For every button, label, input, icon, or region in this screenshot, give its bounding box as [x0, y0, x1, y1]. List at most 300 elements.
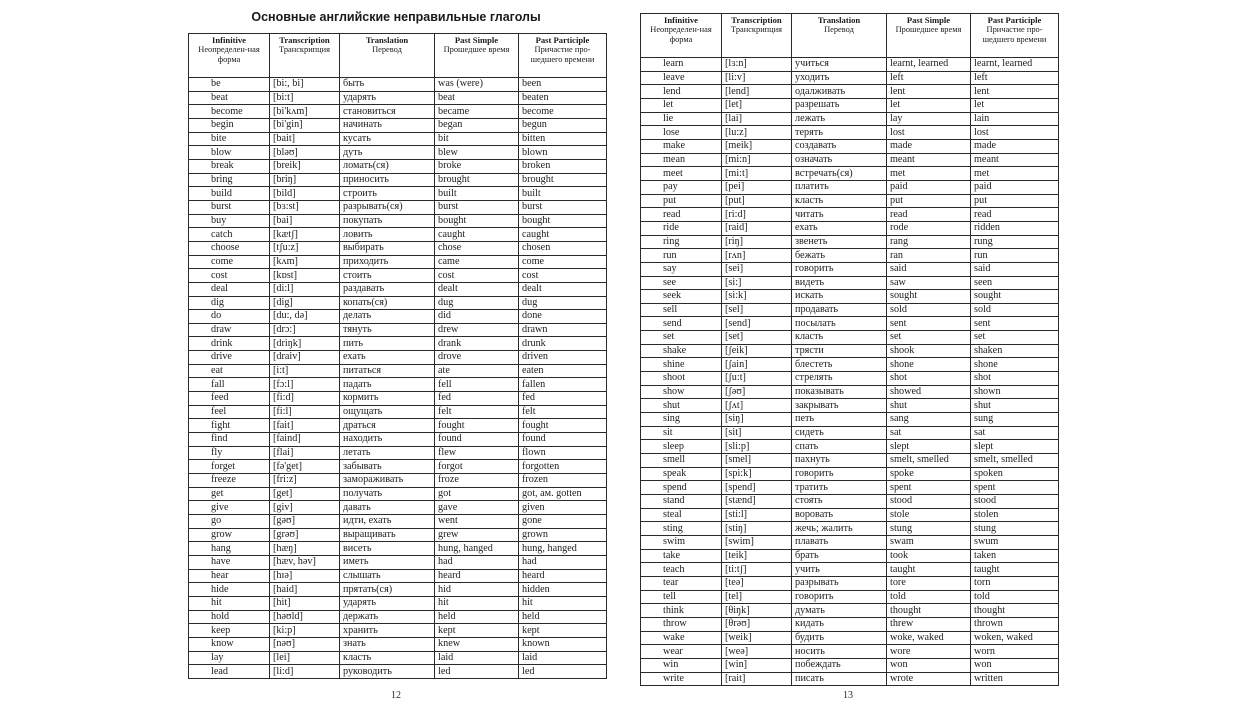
- table-row: [189, 296, 607, 310]
- cell-past-participle: lent: [971, 85, 1059, 99]
- table-header-row: [189, 34, 607, 78]
- column-header-english: Past Simple: [454, 35, 499, 45]
- table-row: [189, 405, 607, 419]
- cell-transcription: [tʃu:z]: [270, 241, 340, 255]
- column-header-transcription: [722, 14, 792, 58]
- cell-past-participle: done: [519, 310, 607, 324]
- cell-past-simple: meant: [887, 153, 971, 167]
- cell-past-participle: meant: [971, 153, 1059, 167]
- cell-past-simple: threw: [887, 617, 971, 631]
- cell-past-participle: flown: [519, 446, 607, 460]
- table-row: [189, 118, 607, 132]
- cell-past-participle: won: [971, 658, 1059, 672]
- cell-translation: кусать: [340, 132, 435, 146]
- cell-past-simple: began: [435, 118, 519, 132]
- cell-past-simple: knew: [435, 637, 519, 651]
- cell-infinitive: lead: [189, 665, 270, 679]
- cell-past-simple: went: [435, 515, 519, 529]
- table-row: [641, 235, 1059, 249]
- cell-past-participle: spent: [971, 481, 1059, 495]
- cell-past-participle: drawn: [519, 323, 607, 337]
- cell-infinitive: fall: [189, 378, 270, 392]
- cell-transcription: [gəʊ]: [270, 515, 340, 529]
- cell-translation: ломать(ся): [340, 159, 435, 173]
- table-row: [641, 372, 1059, 386]
- column-header-english: Translation: [365, 35, 409, 45]
- cell-translation: тратить: [792, 481, 887, 495]
- page-title: Основные английские неправильные глаголы: [251, 10, 541, 24]
- cell-infinitive: lie: [641, 112, 722, 126]
- cell-translation: стоять: [792, 495, 887, 509]
- cell-past-participle: sought: [971, 290, 1059, 304]
- cell-translation: быть: [340, 78, 435, 92]
- cell-past-simple: kept: [435, 624, 519, 638]
- cell-infinitive: mean: [641, 153, 722, 167]
- column-header-english: Infinitive: [212, 35, 246, 45]
- cell-transcription: [giv]: [270, 501, 340, 515]
- cell-transcription: [sel]: [722, 303, 792, 317]
- column-header-infinitive: [189, 34, 270, 78]
- table-row: [641, 399, 1059, 413]
- cell-past-participle: shut: [971, 399, 1059, 413]
- cell-past-participle: given: [519, 501, 607, 515]
- cell-past-simple: dug: [435, 296, 519, 310]
- cell-past-participle: stolen: [971, 508, 1059, 522]
- irregular-verbs-table: [640, 13, 1059, 686]
- cell-infinitive: seek: [641, 290, 722, 304]
- cell-past-participle: fed: [519, 392, 607, 406]
- table-row: [189, 241, 607, 255]
- page-right: [636, 0, 1060, 708]
- table-row: [641, 617, 1059, 631]
- cell-past-simple: was (were): [435, 78, 519, 92]
- cell-infinitive: give: [189, 501, 270, 515]
- table-row: [189, 515, 607, 529]
- cell-past-simple: drank: [435, 337, 519, 351]
- cell-transcription: [bi'gin]: [270, 118, 340, 132]
- cell-transcription: [lei]: [270, 651, 340, 665]
- cell-infinitive: forget: [189, 460, 270, 474]
- cell-translation: идти, ехать: [340, 515, 435, 529]
- cell-transcription: [pei]: [722, 180, 792, 194]
- cell-infinitive: win: [641, 658, 722, 672]
- cell-past-participle: caught: [519, 228, 607, 242]
- cell-translation: ехать: [792, 221, 887, 235]
- cell-infinitive: fly: [189, 446, 270, 460]
- table-row: [641, 604, 1059, 618]
- cell-past-simple: wore: [887, 645, 971, 659]
- cell-transcription: [fə'get]: [270, 460, 340, 474]
- cell-transcription: [di:l]: [270, 282, 340, 296]
- table-row: [189, 105, 607, 119]
- cell-transcription: [θiŋk]: [722, 604, 792, 618]
- table-row: [641, 221, 1059, 235]
- cell-past-simple: hung, hanged: [435, 542, 519, 556]
- cell-transcription: [sli:p]: [722, 440, 792, 454]
- column-header-russian: Причастие про-шедшего времени: [982, 25, 1047, 44]
- cell-past-participle: read: [971, 208, 1059, 222]
- cell-translation: жечь; жалить: [792, 522, 887, 536]
- cell-translation: думать: [792, 604, 887, 618]
- cell-infinitive: make: [641, 139, 722, 153]
- cell-past-participle: beaten: [519, 91, 607, 105]
- cell-past-simple: saw: [887, 276, 971, 290]
- cell-translation: строить: [340, 187, 435, 201]
- cell-infinitive: put: [641, 194, 722, 208]
- cell-translation: сидеть: [792, 426, 887, 440]
- cell-past-simple: gave: [435, 501, 519, 515]
- cell-infinitive: teach: [641, 563, 722, 577]
- cell-past-participle: brought: [519, 173, 607, 187]
- cell-past-simple: did: [435, 310, 519, 324]
- cell-past-simple: showed: [887, 385, 971, 399]
- cell-past-simple: chose: [435, 241, 519, 255]
- cell-transcription: [spend]: [722, 481, 792, 495]
- cell-translation: копать(ся): [340, 296, 435, 310]
- cell-transcription: [ʃain]: [722, 358, 792, 372]
- cell-past-participle: drunk: [519, 337, 607, 351]
- cell-translation: выращивать: [340, 528, 435, 542]
- table-row: [189, 419, 607, 433]
- cell-transcription: [si:k]: [722, 290, 792, 304]
- cell-past-simple: put: [887, 194, 971, 208]
- table-row: [641, 522, 1059, 536]
- cell-past-participle: thought: [971, 604, 1059, 618]
- cell-translation: разрывать: [792, 576, 887, 590]
- cell-past-simple: swam: [887, 535, 971, 549]
- cell-past-simple: bought: [435, 214, 519, 228]
- cell-transcription: [si:]: [722, 276, 792, 290]
- cell-transcription: [ʃeik]: [722, 344, 792, 358]
- cell-transcription: [set]: [722, 331, 792, 345]
- cell-past-participle: led: [519, 665, 607, 679]
- table-row: [189, 310, 607, 324]
- cell-past-simple: left: [887, 71, 971, 85]
- table-row: [189, 159, 607, 173]
- cell-past-participle: blown: [519, 146, 607, 160]
- cell-transcription: [rʌn]: [722, 249, 792, 263]
- table-row: [641, 563, 1059, 577]
- column-header-russian: Причастие про-шедшего времени: [530, 45, 595, 64]
- table-row: [189, 460, 607, 474]
- column-header-russian: Перевод: [824, 25, 854, 34]
- cell-translation: читать: [792, 208, 887, 222]
- cell-past-simple: shut: [887, 399, 971, 413]
- cell-past-simple: shook: [887, 344, 971, 358]
- cell-infinitive: fight: [189, 419, 270, 433]
- cell-translation: покупать: [340, 214, 435, 228]
- cell-past-participle: run: [971, 249, 1059, 263]
- cell-translation: висеть: [340, 542, 435, 556]
- cell-transcription: [du:, də]: [270, 310, 340, 324]
- cell-transcription: [lend]: [722, 85, 792, 99]
- cell-infinitive: pay: [641, 180, 722, 194]
- table-row: [641, 672, 1059, 686]
- cell-transcription: [ri:d]: [722, 208, 792, 222]
- cell-infinitive: ride: [641, 221, 722, 235]
- cell-past-participle: forgotten: [519, 460, 607, 474]
- cell-infinitive: eat: [189, 364, 270, 378]
- cell-infinitive: blow: [189, 146, 270, 160]
- cell-past-simple: sought: [887, 290, 971, 304]
- cell-transcription: [bai]: [270, 214, 340, 228]
- cell-past-participle: laid: [519, 651, 607, 665]
- cell-infinitive: become: [189, 105, 270, 119]
- table-row: [189, 187, 607, 201]
- cell-past-participle: hit: [519, 596, 607, 610]
- cell-infinitive: show: [641, 385, 722, 399]
- cell-past-simple: laid: [435, 651, 519, 665]
- cell-transcription: [hɪə]: [270, 569, 340, 583]
- cell-translation: разрешать: [792, 98, 887, 112]
- column-header-english: Transcription: [279, 35, 330, 45]
- cell-translation: замораживать: [340, 474, 435, 488]
- cell-translation: стрелять: [792, 372, 887, 386]
- page-number: 13: [843, 690, 853, 701]
- cell-infinitive: sleep: [641, 440, 722, 454]
- cell-past-simple: cost: [435, 269, 519, 283]
- cell-past-simple: hit: [435, 596, 519, 610]
- cell-infinitive: find: [189, 433, 270, 447]
- column-header-russian: Транскрипция: [731, 25, 782, 34]
- cell-past-simple: set: [887, 331, 971, 345]
- cell-past-participle: frozen: [519, 474, 607, 488]
- cell-past-participle: sent: [971, 317, 1059, 331]
- cell-past-simple: said: [887, 262, 971, 276]
- cell-transcription: [ti:tʃ]: [722, 563, 792, 577]
- cell-translation: брать: [792, 549, 887, 563]
- table-row: [189, 528, 607, 542]
- cell-transcription: [lɜ:n]: [722, 58, 792, 72]
- cell-past-simple: fought: [435, 419, 519, 433]
- cell-transcription: [sei]: [722, 262, 792, 276]
- column-header-russian: Прошедшее время: [895, 25, 962, 34]
- cell-transcription: [rait]: [722, 672, 792, 686]
- cell-transcription: [haid]: [270, 583, 340, 597]
- table-row: [641, 344, 1059, 358]
- cell-translation: становиться: [340, 105, 435, 119]
- cell-infinitive: hang: [189, 542, 270, 556]
- cell-translation: носить: [792, 645, 887, 659]
- column-header-past-participle: [971, 14, 1059, 58]
- table-row: [189, 78, 607, 92]
- table-row: [641, 276, 1059, 290]
- table-row: [189, 323, 607, 337]
- cell-translation: прятать(ся): [340, 583, 435, 597]
- cell-transcription: [kʌm]: [270, 255, 340, 269]
- table-row: [641, 180, 1059, 194]
- cell-translation: ехать: [340, 351, 435, 365]
- cell-past-simple: brought: [435, 173, 519, 187]
- cell-infinitive: do: [189, 310, 270, 324]
- cell-past-participle: cost: [519, 269, 607, 283]
- cell-infinitive: send: [641, 317, 722, 331]
- table-row: [189, 446, 607, 460]
- table-row: [189, 255, 607, 269]
- cell-past-simple: lent: [887, 85, 971, 99]
- cell-past-participle: swum: [971, 535, 1059, 549]
- cell-translation: одалживать: [792, 85, 887, 99]
- table-row: [641, 58, 1059, 72]
- cell-infinitive: think: [641, 604, 722, 618]
- cell-translation: делать: [340, 310, 435, 324]
- cell-past-simple: came: [435, 255, 519, 269]
- cell-infinitive: wear: [641, 645, 722, 659]
- cell-translation: ощущать: [340, 405, 435, 419]
- cell-past-simple: flew: [435, 446, 519, 460]
- cell-past-simple: became: [435, 105, 519, 119]
- cell-past-simple: had: [435, 555, 519, 569]
- table-row: [641, 303, 1059, 317]
- cell-infinitive: buy: [189, 214, 270, 228]
- cell-infinitive: get: [189, 487, 270, 501]
- cell-past-participle: shown: [971, 385, 1059, 399]
- cell-past-simple: lost: [887, 126, 971, 140]
- cell-infinitive: speak: [641, 467, 722, 481]
- cell-past-participle: shone: [971, 358, 1059, 372]
- cell-past-simple: caught: [435, 228, 519, 242]
- cell-past-simple: shot: [887, 372, 971, 386]
- cell-infinitive: draw: [189, 323, 270, 337]
- column-header-past-simple: [887, 14, 971, 58]
- cell-transcription: [ki:p]: [270, 624, 340, 638]
- cell-translation: лежать: [792, 112, 887, 126]
- cell-past-simple: burst: [435, 200, 519, 214]
- cell-past-participle: written: [971, 672, 1059, 686]
- cell-infinitive: shake: [641, 344, 722, 358]
- cell-past-participle: had: [519, 555, 607, 569]
- cell-infinitive: grow: [189, 528, 270, 542]
- cell-past-simple: ate: [435, 364, 519, 378]
- column-header-russian: Прошедшее время: [443, 45, 510, 54]
- cell-transcription: [raid]: [722, 221, 792, 235]
- cell-transcription: [fri:z]: [270, 474, 340, 488]
- cell-transcription: [ʃu:t]: [722, 372, 792, 386]
- table-row: [189, 378, 607, 392]
- cell-transcription: [kɒst]: [270, 269, 340, 283]
- cell-past-participle: stood: [971, 495, 1059, 509]
- column-header-translation: [340, 34, 435, 78]
- cell-infinitive: ring: [641, 235, 722, 249]
- table-row: [189, 282, 607, 296]
- cell-translation: класть: [340, 651, 435, 665]
- cell-infinitive: lose: [641, 126, 722, 140]
- cell-infinitive: tear: [641, 576, 722, 590]
- table-row: [189, 487, 607, 501]
- column-header-english: Past Participle: [535, 35, 590, 45]
- table-row: [189, 269, 607, 283]
- table-row: [641, 495, 1059, 509]
- cell-past-simple: broke: [435, 159, 519, 173]
- table-row: [189, 501, 607, 515]
- cell-transcription: [bləʊ]: [270, 146, 340, 160]
- cell-past-simple: fed: [435, 392, 519, 406]
- cell-transcription: [hit]: [270, 596, 340, 610]
- table-row: [641, 426, 1059, 440]
- cell-past-participle: torn: [971, 576, 1059, 590]
- cell-transcription: [fi:l]: [270, 405, 340, 419]
- cell-past-participle: met: [971, 167, 1059, 181]
- cell-past-participle: bitten: [519, 132, 607, 146]
- cell-translation: искать: [792, 290, 887, 304]
- cell-infinitive: set: [641, 331, 722, 345]
- cell-past-simple: grew: [435, 528, 519, 542]
- cell-infinitive: sting: [641, 522, 722, 536]
- cell-translation: питаться: [340, 364, 435, 378]
- cell-transcription: [mi:t]: [722, 167, 792, 181]
- cell-past-participle: broken: [519, 159, 607, 173]
- cell-infinitive: shine: [641, 358, 722, 372]
- cell-past-simple: built: [435, 187, 519, 201]
- cell-infinitive: meet: [641, 167, 722, 181]
- cell-past-participle: shot: [971, 372, 1059, 386]
- table-row: [641, 167, 1059, 181]
- cell-translation: будить: [792, 631, 887, 645]
- cell-infinitive: beat: [189, 91, 270, 105]
- cell-past-participle: felt: [519, 405, 607, 419]
- cell-past-simple: fell: [435, 378, 519, 392]
- cell-transcription: [sit]: [722, 426, 792, 440]
- cell-past-simple: spoke: [887, 467, 971, 481]
- cell-past-simple: sent: [887, 317, 971, 331]
- cell-past-participle: ridden: [971, 221, 1059, 235]
- cell-translation: раздавать: [340, 282, 435, 296]
- cell-transcription: [briŋ]: [270, 173, 340, 187]
- cell-past-simple: rode: [887, 221, 971, 235]
- cell-infinitive: stand: [641, 495, 722, 509]
- cell-infinitive: dig: [189, 296, 270, 310]
- cell-translation: трясти: [792, 344, 887, 358]
- cell-past-simple: stood: [887, 495, 971, 509]
- cell-infinitive: hide: [189, 583, 270, 597]
- cell-transcription: [breik]: [270, 159, 340, 173]
- cell-infinitive: steal: [641, 508, 722, 522]
- cell-past-participle: put: [971, 194, 1059, 208]
- cell-past-participle: grown: [519, 528, 607, 542]
- page-left: [184, 0, 608, 708]
- cell-transcription: [driŋk]: [270, 337, 340, 351]
- cell-past-simple: stole: [887, 508, 971, 522]
- table-row: [189, 637, 607, 651]
- table-row: [641, 98, 1059, 112]
- cell-transcription: [send]: [722, 317, 792, 331]
- cell-past-participle: heard: [519, 569, 607, 583]
- table-row: [189, 214, 607, 228]
- table-row: [189, 624, 607, 638]
- cell-past-simple: smelt, smelled: [887, 454, 971, 468]
- cell-translation: создавать: [792, 139, 887, 153]
- cell-translation: летать: [340, 446, 435, 460]
- cell-past-participle: found: [519, 433, 607, 447]
- cell-past-participle: lost: [971, 126, 1059, 140]
- cell-infinitive: shoot: [641, 372, 722, 386]
- table-row: [189, 474, 607, 488]
- cell-infinitive: freeze: [189, 474, 270, 488]
- cell-transcription: [li:v]: [722, 71, 792, 85]
- cell-translation: звенеть: [792, 235, 887, 249]
- cell-infinitive: know: [189, 637, 270, 651]
- table-row: [189, 610, 607, 624]
- cell-infinitive: come: [189, 255, 270, 269]
- cell-translation: кидать: [792, 617, 887, 631]
- cell-infinitive: be: [189, 78, 270, 92]
- cell-infinitive: lay: [189, 651, 270, 665]
- cell-transcription: [i:t]: [270, 364, 340, 378]
- cell-past-participle: set: [971, 331, 1059, 345]
- cell-past-participle: sat: [971, 426, 1059, 440]
- table-row: [189, 132, 607, 146]
- cell-translation: бежать: [792, 249, 887, 263]
